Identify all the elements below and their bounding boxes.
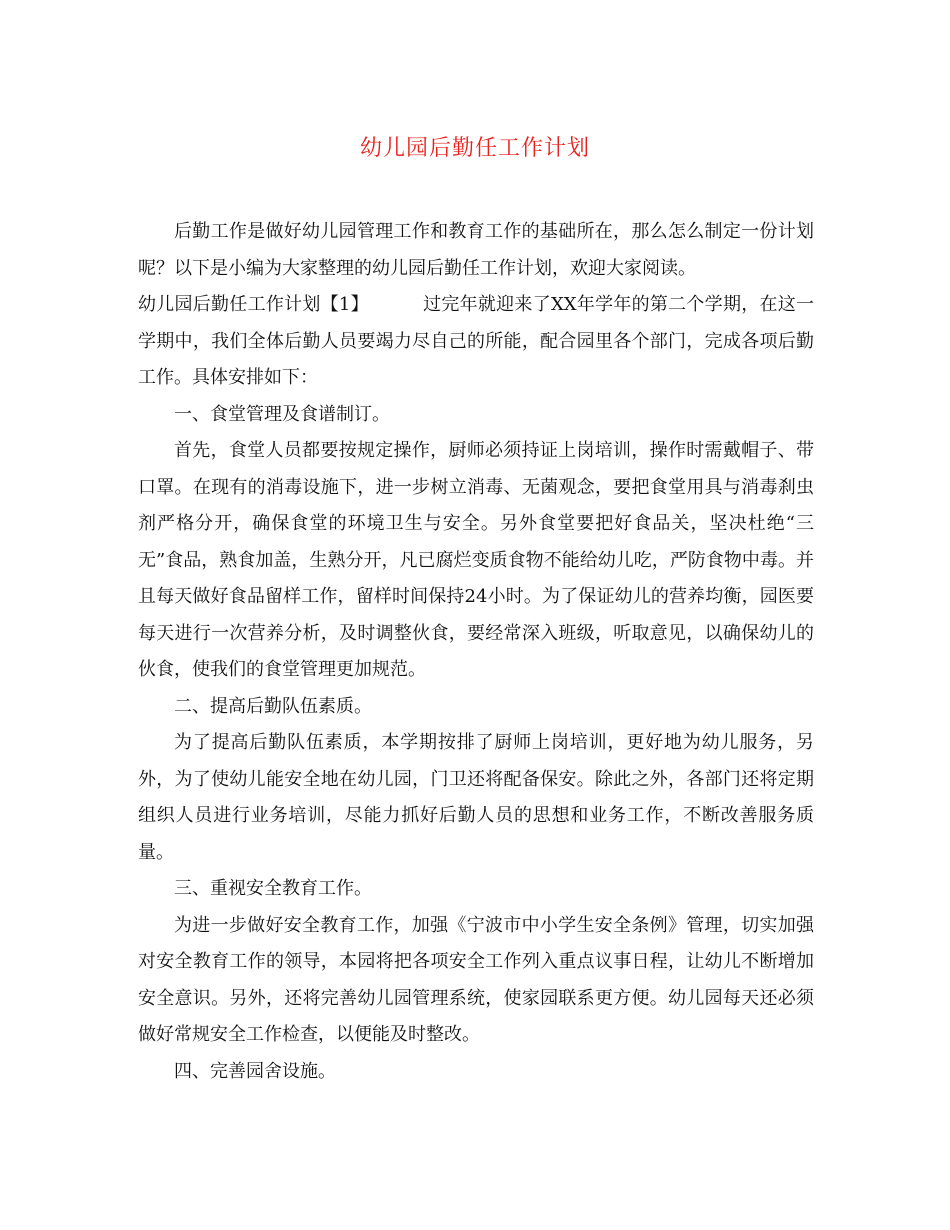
document-body <box>138 214 814 1090</box>
section-heading-2: 二、提高后勤队伍素质。 <box>174 695 372 717</box>
section-heading-1: 一、食堂管理及食谱制订。 <box>174 403 390 425</box>
plan-intro-text: 过完年就迎来了XX年学年的第二个学期，在这一学期中，我们全体后勤人员要竭力尽自己的所能，配合园里各个部门，完成各项后勤工作。具体安排如下： <box>138 294 814 388</box>
section-body-1: 首先，食堂人员都要按规定操作，厨师必须持证上岗培训，操作时需戴帽子、带口罩。在现有的消毒设施下，进一步树立消毒、无菌观念，要把食堂用具与消毒刹虫剂严格分开，确保食堂的环境卫生与安全。另外食堂要把好食品关，坚决杜绝“三无”食品，熟食加盖，生熟分开，凡已腐烂变质食物不能给幼儿吃，严防食物中毒。并且每天做好食品留样工作，留样时间保持24小时。为了保证幼儿的营养均衡，园医要每天进行一次营养分析，及时调整伙食，要经常深入班级，听取意见，以确保幼儿的伙食，使我们的食堂管理更加规范。 <box>138 440 814 680</box>
section-body-3: 为进一步做好安全教育工作，加强《宁波市中小学生安全条例》管理，切实加强对安全教育工作的领导，本园将把各项安全工作列入重点议事日程，让幼儿不断增加安全意识。另外，还将完善幼儿园管理系统，使家园联系更方便。幼儿园每天还必须做好常规安全工作检查，以便能及时整改。 <box>138 914 814 1045</box>
plan-intro-paragraph <box>138 287 814 397</box>
section-heading-3: 三、重视安全教育工作。 <box>174 878 372 899</box>
plan-heading: 幼儿园后勤任工作计划【1】 <box>138 294 369 315</box>
section-body-2: 为了提高后勤队伍素质，本学期按排了厨师上岗培训，更好地为幼儿服务，另外，为了使幼儿能安全地在幼儿园，门卫还将配备保安。除此之外，各部门还将定期组织人员进行业务培训，尽能力抓好后勤人员的思想和业务工作，不断改善服务质量。 <box>138 732 814 863</box>
section-heading-4: 四、完善园舍设施。 <box>174 1060 336 1082</box>
document-title: 幼儿园后勤任工作计划 <box>359 136 590 161</box>
intro-paragraph: 后勤工作是做好幼儿园管理工作和教育工作的基础所在，那么怎么制定一份计划呢？以下是小编为大家整理的幼儿园后勤任工作计划，欢迎大家阅读。 <box>138 221 814 279</box>
